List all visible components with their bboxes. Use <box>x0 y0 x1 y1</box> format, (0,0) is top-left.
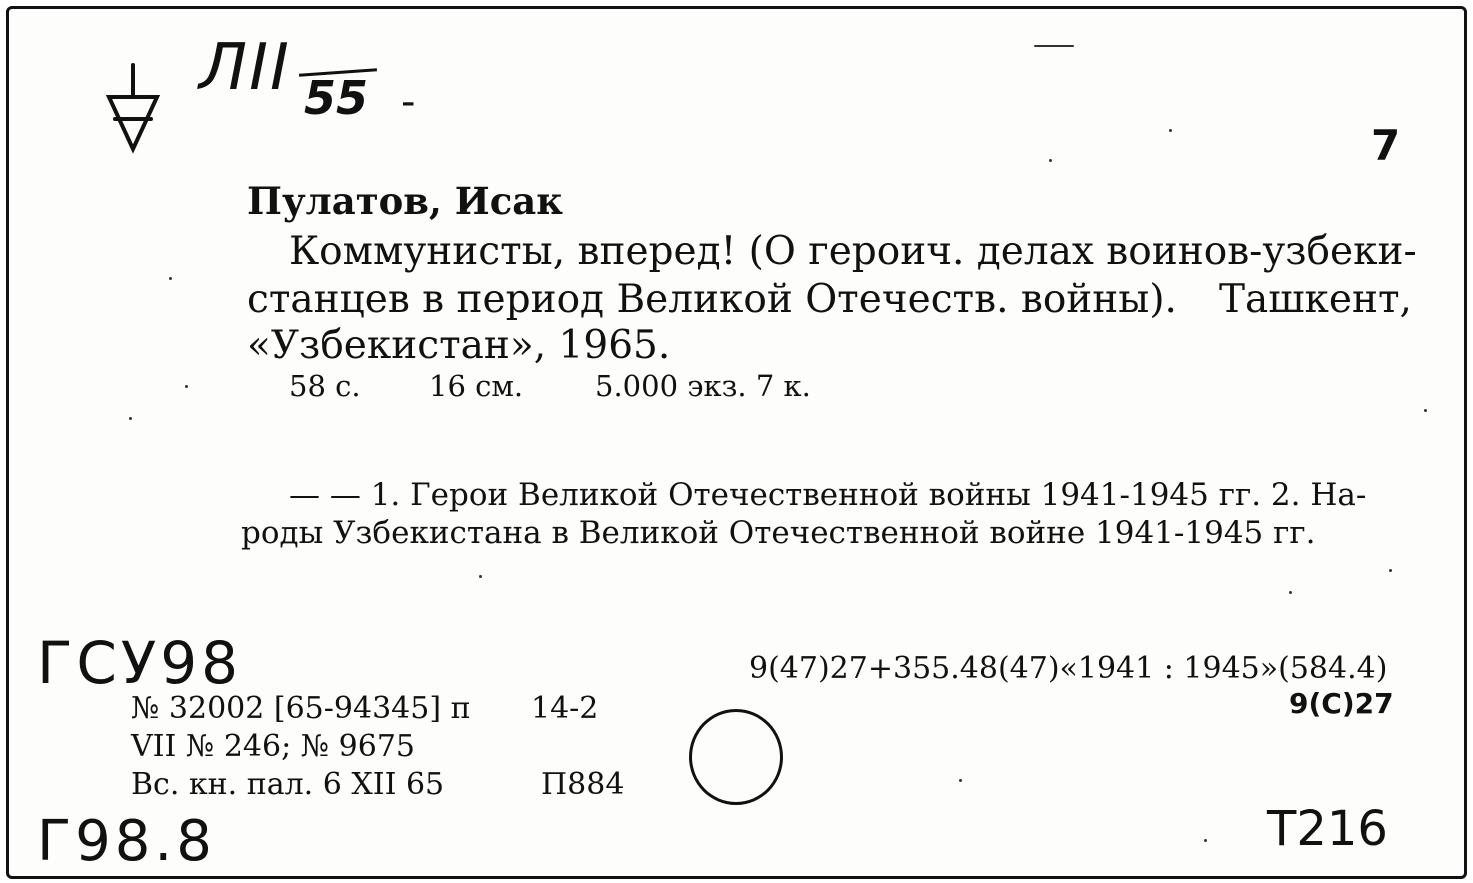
author-heading: Пулатов, Исак <box>247 179 563 223</box>
publication-place: Ташкент, <box>1219 277 1412 322</box>
scan-speck <box>1204 839 1207 842</box>
shelf-number: 55 <box>304 71 369 125</box>
title-line-2: станцев в период Великой Отечеств. войны). <box>247 277 1177 322</box>
subject-headings-line-1: — — 1. Герои Великой Отечественной войны 1941-1945 гг. 2. На- <box>289 477 1367 513</box>
scan-speck <box>169 277 172 280</box>
shelf-dash: - <box>401 79 416 125</box>
scan-speck <box>1049 159 1052 162</box>
accession-line-2: VII № 246; № 9675 <box>131 729 416 764</box>
scan-speck <box>959 779 962 782</box>
scan-speck <box>1169 129 1172 132</box>
scan-speck <box>185 385 188 388</box>
shelf-mark: ЛII <box>199 31 291 105</box>
title-line-1: Коммунисты, вперед! (О героич. делах воинов-узбеки- <box>289 229 1417 274</box>
collation-pages: 58 с. <box>289 369 361 403</box>
accession-line-1: № 32002 [65-94345] п <box>131 691 471 726</box>
accession-line-1-code: 14-2 <box>531 691 599 726</box>
catalog-card <box>6 6 1467 879</box>
subject-headings-line-2: роды Узбекистана в Великой Отечественной войне 1941-1945 гг. <box>241 515 1316 551</box>
collation-print-run-price: 5.000 экз. 7 к. <box>595 369 811 403</box>
triangle-mark-icon <box>101 57 165 157</box>
collation-size: 16 см. <box>429 369 524 403</box>
accession-line-3: Вс. кн. пал. 6 XII 65 <box>131 767 445 802</box>
handwritten-code-right: Т216 <box>1267 801 1388 857</box>
scan-speck <box>1389 569 1392 572</box>
scan-speck <box>479 575 482 578</box>
classification-code-short: 9(С)27 <box>1289 687 1394 720</box>
scan-speck <box>1289 591 1292 594</box>
publisher-year: «Узбекистан», 1965. <box>247 323 671 368</box>
scan-speck <box>1424 409 1427 412</box>
scan-speck <box>129 417 132 420</box>
handwritten-code-bottom: Г98.8 <box>37 809 216 874</box>
circle-mark-icon <box>689 709 783 805</box>
classification-code: 9(47)27+355.48(47)«1941 : 1945»(584.4) <box>749 651 1388 686</box>
accession-line-3-code: П884 <box>541 767 625 802</box>
scan-speck <box>1034 45 1074 47</box>
handwritten-code-top: ГСУ98 <box>37 629 243 697</box>
card-number: 7 <box>1371 121 1401 170</box>
